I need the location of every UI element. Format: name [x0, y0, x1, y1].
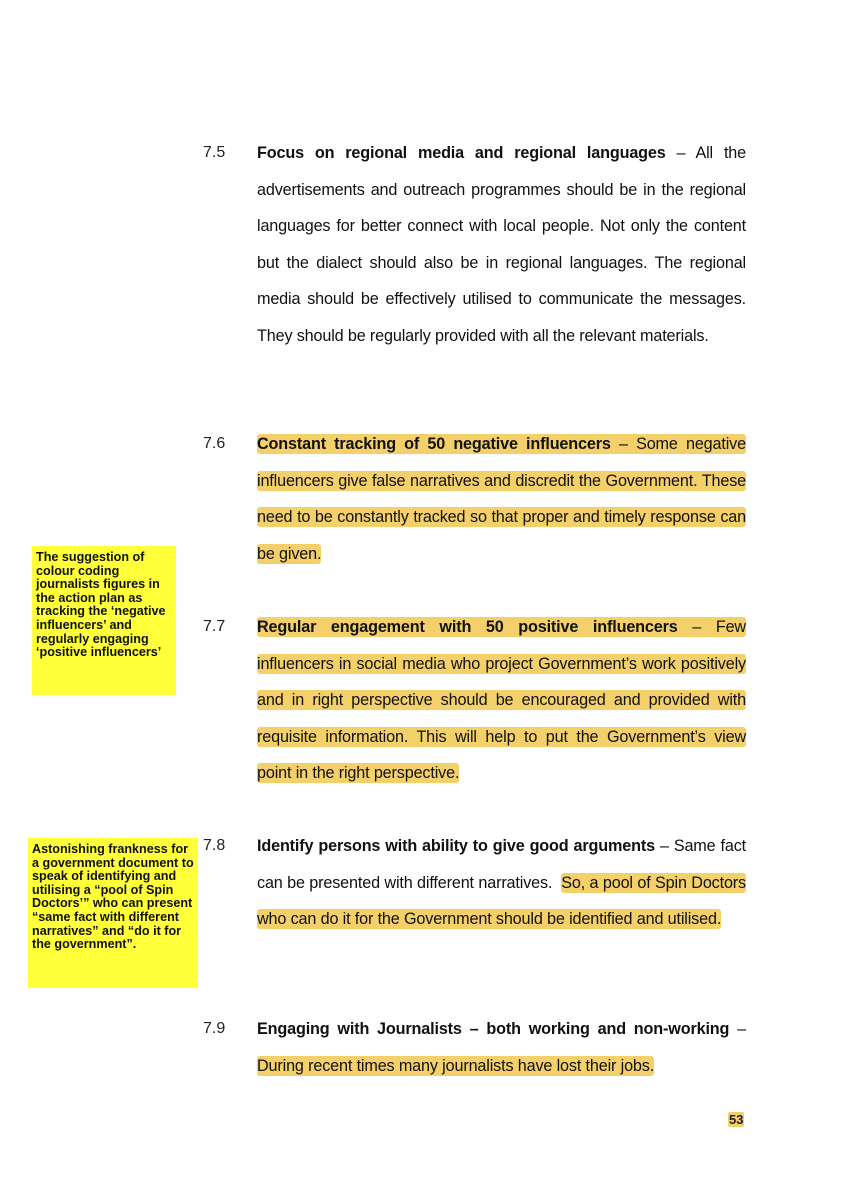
section-heading: Regular engagement with 50 positive influencers: [257, 618, 678, 636]
section-7-9: [203, 1011, 746, 1084]
highlighted-text: [257, 617, 746, 783]
section-body: [257, 426, 746, 572]
section-7-7: [203, 609, 746, 792]
section-text: Some negative influencers give false narratives and discredit the Government. These need to be constantly tracked so that proper and timely response can be given.: [257, 435, 746, 563]
separator: –: [654, 837, 674, 855]
section-heading: Focus on regional media and regional languages: [257, 144, 666, 162]
section-text: All the advertisements and outreach programmes should be in the regional languages for better connect with local people. Not only the content but the dialect should also be in regional languages. The regional media should be effectively utilised to communicate the messages. They should be regularly provided with all the relevant materials.: [257, 144, 746, 345]
section-number: 7.5: [203, 144, 226, 161]
separator: –: [665, 144, 696, 162]
section-body: [257, 1011, 746, 1084]
section-7-8: [203, 828, 751, 938]
section-number: 7.8: [203, 837, 226, 854]
separator: –: [610, 435, 637, 453]
section-body: [257, 609, 746, 792]
section-body: [257, 828, 751, 938]
section-heading: Engaging with Journalists – both working and non-working: [257, 1020, 730, 1038]
section-heading: Constant tracking of 50 negative influencers: [257, 435, 611, 453]
section-number: 7.7: [203, 618, 226, 635]
section-text: Few influencers in social media who project Government’s work positively and in right perspective should be encouraged and provided with requisite information. This will help to put the Government’s view point in the right perspective.: [257, 618, 746, 783]
highlighted-text: During recent times many journalists have lost their jobs.: [257, 1056, 655, 1075]
annotation-text: Astonishing frankness for a government document to speak of identifying and utilising a “pool of Spin Doctors’” who can present “same fact with different narratives” and “do it for the government”.: [32, 842, 194, 952]
highlighted-text: So, a pool of Spin Doctors who can do it for the Government should be identified and utilised.: [257, 873, 746, 929]
separator: –: [729, 1020, 746, 1038]
section-7-5: [203, 135, 746, 355]
section-number: 7.6: [203, 435, 226, 452]
page-number: 53: [729, 1112, 744, 1127]
separator: –: [677, 618, 716, 636]
annotation-note-spin-doctors: [28, 838, 198, 988]
section-text: Same fact can be presented with different narratives.: [257, 837, 751, 892]
highlighted-text: [257, 434, 746, 564]
section-number: 7.9: [203, 1020, 226, 1037]
annotation-note-influencers: [32, 546, 176, 695]
section-7-6: [203, 426, 746, 572]
annotation-text: The suggestion of colour coding journalists figures in the action plan as tracking the ‘negative influencers’ and regularly engaging ‘positive influencers’: [36, 550, 166, 660]
section-heading: Identify persons with ability to give good arguments: [257, 837, 655, 855]
section-body: [257, 135, 746, 355]
